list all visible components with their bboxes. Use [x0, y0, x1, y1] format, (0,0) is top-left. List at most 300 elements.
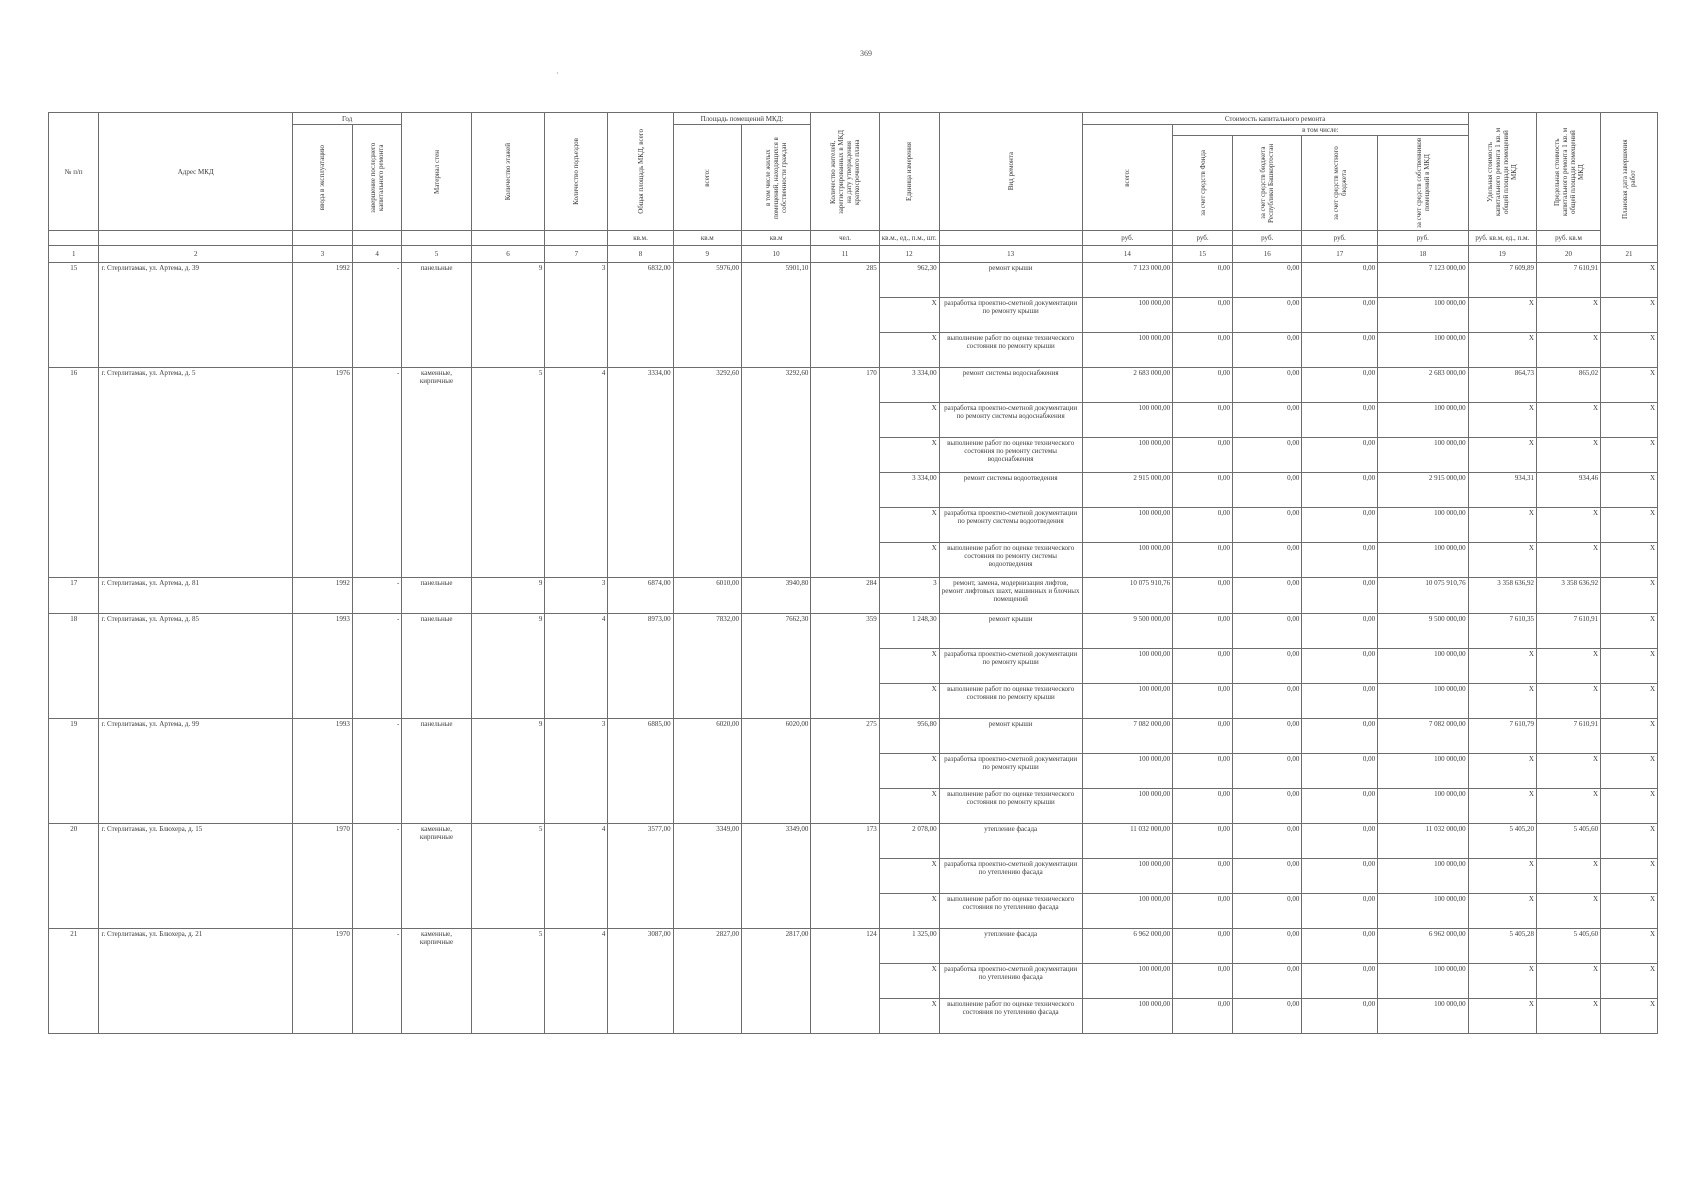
row-number: 17 — [49, 578, 99, 614]
column-number: 5 — [402, 246, 471, 263]
work-kind: разработка проектно-сметной документации по утеплению фасада — [939, 859, 1082, 894]
work-local-budget: 0,00 — [1302, 824, 1378, 859]
work-owners: 100 000,00 — [1378, 649, 1469, 684]
column-number: 14 — [1082, 246, 1172, 263]
work-local-budget: 0,00 — [1302, 438, 1378, 473]
row-area-all: 3349,00 — [673, 824, 741, 929]
work-local-budget: 0,00 — [1302, 263, 1378, 298]
work-owners: 100 000,00 — [1378, 403, 1469, 438]
work-total: 100 000,00 — [1082, 403, 1172, 438]
row-entrances: 4 — [545, 929, 608, 1034]
work-local-budget: 0,00 — [1302, 543, 1378, 578]
row-year: 1992 — [292, 263, 352, 368]
column-number: 16 — [1233, 246, 1302, 263]
work-republic-budget: 0,00 — [1233, 894, 1302, 929]
row-address: г. Стерлитамак, ул. Артема, д. 39 — [99, 263, 292, 368]
header-unit: Единица измерения — [879, 113, 939, 231]
work-specific-cost: X — [1468, 298, 1536, 333]
work-date: X — [1601, 649, 1658, 684]
work-specific-cost: X — [1468, 438, 1536, 473]
work-limit-cost: 5 405,60 — [1536, 929, 1600, 964]
header-last-repair: завершение последнего капитального ремонта — [352, 125, 401, 231]
row-floors: 9 — [471, 614, 545, 719]
work-specific-cost: 934,31 — [1468, 473, 1536, 508]
row-area-all: 6020,00 — [673, 719, 741, 824]
row-total-area: 6874,00 — [608, 578, 673, 614]
header-local-budget: за счет средств местного бюджета — [1302, 136, 1378, 231]
unit-8: кв.м. — [608, 231, 673, 246]
work-kind: выполнение работ по оценке технического состояния по ремонту крыши — [939, 684, 1082, 719]
work-specific-cost: 5 405,20 — [1468, 824, 1536, 859]
work-republic-budget: 0,00 — [1233, 614, 1302, 649]
work-republic-budget: 0,00 — [1233, 543, 1302, 578]
unit-11: чел. — [811, 231, 879, 246]
work-kind: выполнение работ по оценке технического состояния по ремонту крыши — [939, 333, 1082, 368]
work-republic-budget: 0,00 — [1233, 403, 1302, 438]
column-number: 12 — [879, 246, 939, 263]
work-kind: разработка проектно-сметной документации по ремонту крыши — [939, 298, 1082, 333]
unit-16: руб. — [1233, 231, 1302, 246]
column-number: 21 — [1601, 246, 1658, 263]
row-address: г. Стерлитамак, ул. Артема, д. 81 — [99, 578, 292, 614]
stray-mark: · — [556, 69, 559, 78]
row-area-residential: 6020,00 — [741, 719, 810, 824]
work-total: 10 075 910,76 — [1082, 578, 1172, 614]
header-residents: Количество жителей, зарегистрированных в МКД на дату утверждения краткосрочного плана — [811, 113, 879, 231]
work-owners: 100 000,00 — [1378, 894, 1469, 929]
work-date: X — [1601, 684, 1658, 719]
work-specific-cost: 3 358 636,92 — [1468, 578, 1536, 614]
unit-20: руб. кв.м — [1536, 231, 1600, 246]
work-limit-cost: X — [1536, 508, 1600, 543]
work-date: X — [1601, 754, 1658, 789]
work-limit-cost: 5 405,60 — [1536, 824, 1600, 859]
work-specific-cost: 7 610,35 — [1468, 614, 1536, 649]
row-total-area: 3577,00 — [608, 824, 673, 929]
row-area-all: 7832,00 — [673, 614, 741, 719]
work-republic-budget: 0,00 — [1233, 789, 1302, 824]
work-limit-cost: 7 610,91 — [1536, 263, 1600, 298]
work-republic-budget: 0,00 — [1233, 508, 1302, 543]
work-kind: выполнение работ по оценке технического состояния по ремонту крыши — [939, 789, 1082, 824]
table-row — [49, 824, 1658, 859]
work-limit-cost: X — [1536, 859, 1600, 894]
work-fund: 0,00 — [1173, 473, 1233, 508]
work-date: X — [1601, 929, 1658, 964]
work-kind: ремонт крыши — [939, 719, 1082, 754]
column-number: 6 — [471, 246, 545, 263]
work-kind: выполнение работ по оценке технического состояния по ремонту системы водоотведения — [939, 543, 1082, 578]
work-date: X — [1601, 473, 1658, 508]
header-area-residential: в том числе жилых помещений, находящихся в собственности граждан — [741, 125, 810, 231]
work-limit-cost: X — [1536, 684, 1600, 719]
work-fund: 0,00 — [1173, 824, 1233, 859]
column-number: 18 — [1378, 246, 1469, 263]
work-fund: 0,00 — [1173, 298, 1233, 333]
row-last-repair: - — [352, 719, 401, 824]
unit-12: кв.м., ед., п.м., шт. — [879, 231, 939, 246]
work-republic-budget: 0,00 — [1233, 999, 1302, 1034]
unit-14: руб. — [1082, 231, 1172, 246]
work-local-budget: 0,00 — [1302, 929, 1378, 964]
work-fund: 0,00 — [1173, 894, 1233, 929]
work-republic-budget: 0,00 — [1233, 929, 1302, 964]
work-owners: 7 123 000,00 — [1378, 263, 1469, 298]
work-unit: 1 248,30 — [879, 614, 939, 649]
work-fund: 0,00 — [1173, 859, 1233, 894]
column-number: 8 — [608, 246, 673, 263]
work-fund: 0,00 — [1173, 719, 1233, 754]
work-specific-cost: 864,73 — [1468, 368, 1536, 403]
work-kind: ремонт системы водоотведения — [939, 473, 1082, 508]
work-total: 100 000,00 — [1082, 859, 1172, 894]
row-area-residential: 3292,60 — [741, 368, 810, 578]
row-address: г. Стерлитамак, ул. Артема, д. 99 — [99, 719, 292, 824]
table-row — [49, 368, 1658, 403]
work-local-budget: 0,00 — [1302, 789, 1378, 824]
work-unit: X — [879, 684, 939, 719]
row-entrances: 4 — [545, 824, 608, 929]
row-floors: 5 — [471, 368, 545, 578]
work-total: 100 000,00 — [1082, 999, 1172, 1034]
row-walls: панельные — [402, 614, 471, 719]
work-total: 100 000,00 — [1082, 684, 1172, 719]
work-local-budget: 0,00 — [1302, 999, 1378, 1034]
work-total: 100 000,00 — [1082, 789, 1172, 824]
work-specific-cost: X — [1468, 964, 1536, 999]
work-specific-cost: X — [1468, 403, 1536, 438]
work-total: 2 683 000,00 — [1082, 368, 1172, 403]
work-fund: 0,00 — [1173, 333, 1233, 368]
work-specific-cost: 7 610,79 — [1468, 719, 1536, 754]
row-floors: 5 — [471, 824, 545, 929]
row-total-area: 3334,00 — [608, 368, 673, 578]
work-local-budget: 0,00 — [1302, 964, 1378, 999]
work-kind: выполнение работ по оценке технического состояния по ремонту системы водоснабжения — [939, 438, 1082, 473]
work-kind: выполнение работ по оценке технического состояния по утеплению фасада — [939, 999, 1082, 1034]
work-date: X — [1601, 964, 1658, 999]
work-local-budget: 0,00 — [1302, 368, 1378, 403]
work-date: X — [1601, 614, 1658, 649]
work-owners: 100 000,00 — [1378, 859, 1469, 894]
work-date: X — [1601, 719, 1658, 754]
row-area-residential: 7662,30 — [741, 614, 810, 719]
work-fund: 0,00 — [1173, 649, 1233, 684]
header-republic-budget: за счет средств бюджета Республики Башкортостан — [1233, 136, 1302, 231]
work-kind: ремонт крыши — [939, 614, 1082, 649]
work-unit: X — [879, 298, 939, 333]
work-limit-cost: X — [1536, 754, 1600, 789]
column-number: 10 — [741, 246, 810, 263]
table-body — [49, 263, 1658, 1034]
row-number: 16 — [49, 368, 99, 578]
row-walls: панельные — [402, 578, 471, 614]
row-year: 1993 — [292, 719, 352, 824]
row-floors: 9 — [471, 719, 545, 824]
row-walls: каменные, кирпичные — [402, 824, 471, 929]
work-unit: X — [879, 438, 939, 473]
row-address: г. Стерлитамак, ул. Блюхера, д. 15 — [99, 824, 292, 929]
work-fund: 0,00 — [1173, 999, 1233, 1034]
row-residents: 173 — [811, 824, 879, 929]
work-total: 100 000,00 — [1082, 333, 1172, 368]
header-specific-cost: Удельная стоимость капитального ремонта 1 кв. м общей площади помещений МКД — [1468, 113, 1536, 231]
work-kind: ремонт крыши — [939, 263, 1082, 298]
work-total: 11 032 000,00 — [1082, 824, 1172, 859]
header-area-group: Площадь помещений МКД: — [673, 113, 811, 125]
work-limit-cost: X — [1536, 333, 1600, 368]
work-limit-cost: X — [1536, 543, 1600, 578]
work-specific-cost: X — [1468, 543, 1536, 578]
work-unit: 956,80 — [879, 719, 939, 754]
row-walls: панельные — [402, 719, 471, 824]
work-total: 9 500 000,00 — [1082, 614, 1172, 649]
row-floors: 9 — [471, 578, 545, 614]
work-owners: 2 915 000,00 — [1378, 473, 1469, 508]
work-owners: 100 000,00 — [1378, 543, 1469, 578]
row-floors: 9 — [471, 263, 545, 368]
work-total: 100 000,00 — [1082, 298, 1172, 333]
row-number: 19 — [49, 719, 99, 824]
row-number: 20 — [49, 824, 99, 929]
work-total: 6 962 000,00 — [1082, 929, 1172, 964]
work-unit: 3 — [879, 578, 939, 614]
work-limit-cost: X — [1536, 999, 1600, 1034]
work-limit-cost: X — [1536, 649, 1600, 684]
work-total: 7 123 000,00 — [1082, 263, 1172, 298]
row-number: 18 — [49, 614, 99, 719]
row-area-all: 6010,00 — [673, 578, 741, 614]
work-republic-budget: 0,00 — [1233, 263, 1302, 298]
work-republic-budget: 0,00 — [1233, 438, 1302, 473]
row-number: 15 — [49, 263, 99, 368]
work-owners: 2 683 000,00 — [1378, 368, 1469, 403]
work-republic-budget: 0,00 — [1233, 684, 1302, 719]
work-unit: 3 334,00 — [879, 473, 939, 508]
row-last-repair: - — [352, 263, 401, 368]
work-owners: 6 962 000,00 — [1378, 929, 1469, 964]
work-specific-cost: X — [1468, 894, 1536, 929]
row-residents: 285 — [811, 263, 879, 368]
work-local-budget: 0,00 — [1302, 859, 1378, 894]
row-residents: 359 — [811, 614, 879, 719]
work-specific-cost: X — [1468, 754, 1536, 789]
work-limit-cost: 3 358 636,92 — [1536, 578, 1600, 614]
work-republic-budget: 0,00 — [1233, 859, 1302, 894]
header-area-all: всего: — [673, 125, 741, 231]
work-owners: 7 082 000,00 — [1378, 719, 1469, 754]
work-total: 100 000,00 — [1082, 543, 1172, 578]
work-fund: 0,00 — [1173, 754, 1233, 789]
work-fund: 0,00 — [1173, 614, 1233, 649]
work-owners: 100 000,00 — [1378, 754, 1469, 789]
row-walls: каменные, кирпичные — [402, 929, 471, 1034]
work-owners: 100 000,00 — [1378, 438, 1469, 473]
header-owners: за счет средств собственников помещений в МКД — [1378, 136, 1469, 231]
work-date: X — [1601, 298, 1658, 333]
work-limit-cost: X — [1536, 298, 1600, 333]
work-republic-budget: 0,00 — [1233, 824, 1302, 859]
row-year: 1970 — [292, 929, 352, 1034]
work-fund: 0,00 — [1173, 789, 1233, 824]
work-unit: X — [879, 964, 939, 999]
row-area-all: 2827,00 — [673, 929, 741, 1034]
work-date: X — [1601, 789, 1658, 824]
work-kind: разработка проектно-сметной документации по ремонту крыши — [939, 754, 1082, 789]
work-total: 100 000,00 — [1082, 754, 1172, 789]
header-incl-group: в том числе: — [1173, 125, 1469, 136]
page-number: 369 — [860, 49, 872, 58]
work-specific-cost: X — [1468, 789, 1536, 824]
work-specific-cost: X — [1468, 333, 1536, 368]
work-local-budget: 0,00 — [1302, 298, 1378, 333]
row-total-area: 6832,00 — [608, 263, 673, 368]
row-residents: 170 — [811, 368, 879, 578]
work-fund: 0,00 — [1173, 368, 1233, 403]
work-date: X — [1601, 894, 1658, 929]
work-kind: разработка проектно-сметной документации по ремонту крыши — [939, 649, 1082, 684]
work-republic-budget: 0,00 — [1233, 473, 1302, 508]
column-number: 9 — [673, 246, 741, 263]
work-owners: 100 000,00 — [1378, 298, 1469, 333]
table-header — [49, 113, 1658, 263]
work-local-budget: 0,00 — [1302, 894, 1378, 929]
work-kind: утепление фасада — [939, 824, 1082, 859]
row-entrances: 4 — [545, 614, 608, 719]
work-fund: 0,00 — [1173, 508, 1233, 543]
work-republic-budget: 0,00 — [1233, 298, 1302, 333]
header-fund: за счет средств Фонда — [1173, 136, 1233, 231]
row-address: г. Стерлитамак, ул. Блюхера, д. 21 — [99, 929, 292, 1034]
work-date: X — [1601, 368, 1658, 403]
work-kind: разработка проектно-сметной документации по ремонту системы водоснабжения — [939, 403, 1082, 438]
work-unit: 2 078,00 — [879, 824, 939, 859]
work-owners: 100 000,00 — [1378, 964, 1469, 999]
row-area-residential: 2817,00 — [741, 929, 810, 1034]
column-number: 1 — [49, 246, 99, 263]
row-address: г. Стерлитамак, ул. Артема, д. 85 — [99, 614, 292, 719]
work-unit: 962,30 — [879, 263, 939, 298]
work-republic-budget: 0,00 — [1233, 964, 1302, 999]
work-owners: 100 000,00 — [1378, 333, 1469, 368]
row-floors: 5 — [471, 929, 545, 1034]
work-unit: X — [879, 859, 939, 894]
work-date: X — [1601, 999, 1658, 1034]
work-total: 100 000,00 — [1082, 894, 1172, 929]
row-year: 1970 — [292, 824, 352, 929]
work-local-budget: 0,00 — [1302, 649, 1378, 684]
work-local-budget: 0,00 — [1302, 614, 1378, 649]
column-number: 4 — [352, 246, 401, 263]
row-last-repair: - — [352, 824, 401, 929]
work-local-budget: 0,00 — [1302, 754, 1378, 789]
column-numbers-row — [49, 246, 1658, 263]
work-specific-cost: 7 609,89 — [1468, 263, 1536, 298]
work-specific-cost: X — [1468, 508, 1536, 543]
work-owners: 100 000,00 — [1378, 684, 1469, 719]
column-number: 20 — [1536, 246, 1600, 263]
row-total-area: 6885,00 — [608, 719, 673, 824]
work-unit: X — [879, 754, 939, 789]
header-entrances: Количество подъездов — [545, 113, 608, 231]
row-number: 21 — [49, 929, 99, 1034]
work-republic-budget: 0,00 — [1233, 333, 1302, 368]
work-limit-cost: X — [1536, 789, 1600, 824]
work-unit: X — [879, 508, 939, 543]
header-date: Плановая дата завершения работ — [1601, 113, 1658, 246]
work-local-budget: 0,00 — [1302, 684, 1378, 719]
work-limit-cost: 7 610,91 — [1536, 719, 1600, 754]
work-unit: 1 325,00 — [879, 929, 939, 964]
work-local-budget: 0,00 — [1302, 333, 1378, 368]
row-entrances: 3 — [545, 719, 608, 824]
work-republic-budget: 0,00 — [1233, 368, 1302, 403]
work-date: X — [1601, 824, 1658, 859]
row-total-area: 3087,00 — [608, 929, 673, 1034]
row-residents: 284 — [811, 578, 879, 614]
column-number: 3 — [292, 246, 352, 263]
work-total: 7 082 000,00 — [1082, 719, 1172, 754]
row-year: 1992 — [292, 578, 352, 614]
row-residents: 124 — [811, 929, 879, 1034]
work-fund: 0,00 — [1173, 929, 1233, 964]
header-address: Адрес МКД — [99, 113, 292, 231]
work-date: X — [1601, 403, 1658, 438]
work-owners: 100 000,00 — [1378, 508, 1469, 543]
work-local-budget: 0,00 — [1302, 403, 1378, 438]
work-fund: 0,00 — [1173, 263, 1233, 298]
work-kind: утепление фасада — [939, 929, 1082, 964]
work-local-budget: 0,00 — [1302, 578, 1378, 614]
work-owners: 100 000,00 — [1378, 789, 1469, 824]
work-fund: 0,00 — [1173, 543, 1233, 578]
work-specific-cost: X — [1468, 859, 1536, 894]
unit-19: руб. кв.м, ед., п.м. — [1468, 231, 1536, 246]
work-specific-cost: X — [1468, 999, 1536, 1034]
work-total: 100 000,00 — [1082, 964, 1172, 999]
unit-18: руб. — [1378, 231, 1469, 246]
unit-17: руб. — [1302, 231, 1378, 246]
header-floors: Количество этажей — [471, 113, 545, 231]
row-last-repair: - — [352, 614, 401, 719]
work-limit-cost: X — [1536, 403, 1600, 438]
work-specific-cost: X — [1468, 649, 1536, 684]
header-num: № п/п — [49, 113, 99, 231]
work-limit-cost: X — [1536, 438, 1600, 473]
work-local-budget: 0,00 — [1302, 719, 1378, 754]
work-limit-cost: 934,46 — [1536, 473, 1600, 508]
work-total: 100 000,00 — [1082, 649, 1172, 684]
work-specific-cost: 5 405,28 — [1468, 929, 1536, 964]
row-area-residential: 3940,80 — [741, 578, 810, 614]
work-unit: X — [879, 999, 939, 1034]
work-date: X — [1601, 263, 1658, 298]
work-total: 2 915 000,00 — [1082, 473, 1172, 508]
work-owners: 100 000,00 — [1378, 999, 1469, 1034]
work-republic-budget: 0,00 — [1233, 754, 1302, 789]
work-kind: выполнение работ по оценке технического состояния по утеплению фасада — [939, 894, 1082, 929]
table-row — [49, 614, 1658, 649]
row-area-residential: 3349,00 — [741, 824, 810, 929]
work-fund: 0,00 — [1173, 964, 1233, 999]
row-entrances: 4 — [545, 368, 608, 578]
work-unit: X — [879, 894, 939, 929]
row-last-repair: - — [352, 368, 401, 578]
work-limit-cost: X — [1536, 894, 1600, 929]
work-date: X — [1601, 578, 1658, 614]
row-entrances: 3 — [545, 263, 608, 368]
row-area-residential: 5901,10 — [741, 263, 810, 368]
